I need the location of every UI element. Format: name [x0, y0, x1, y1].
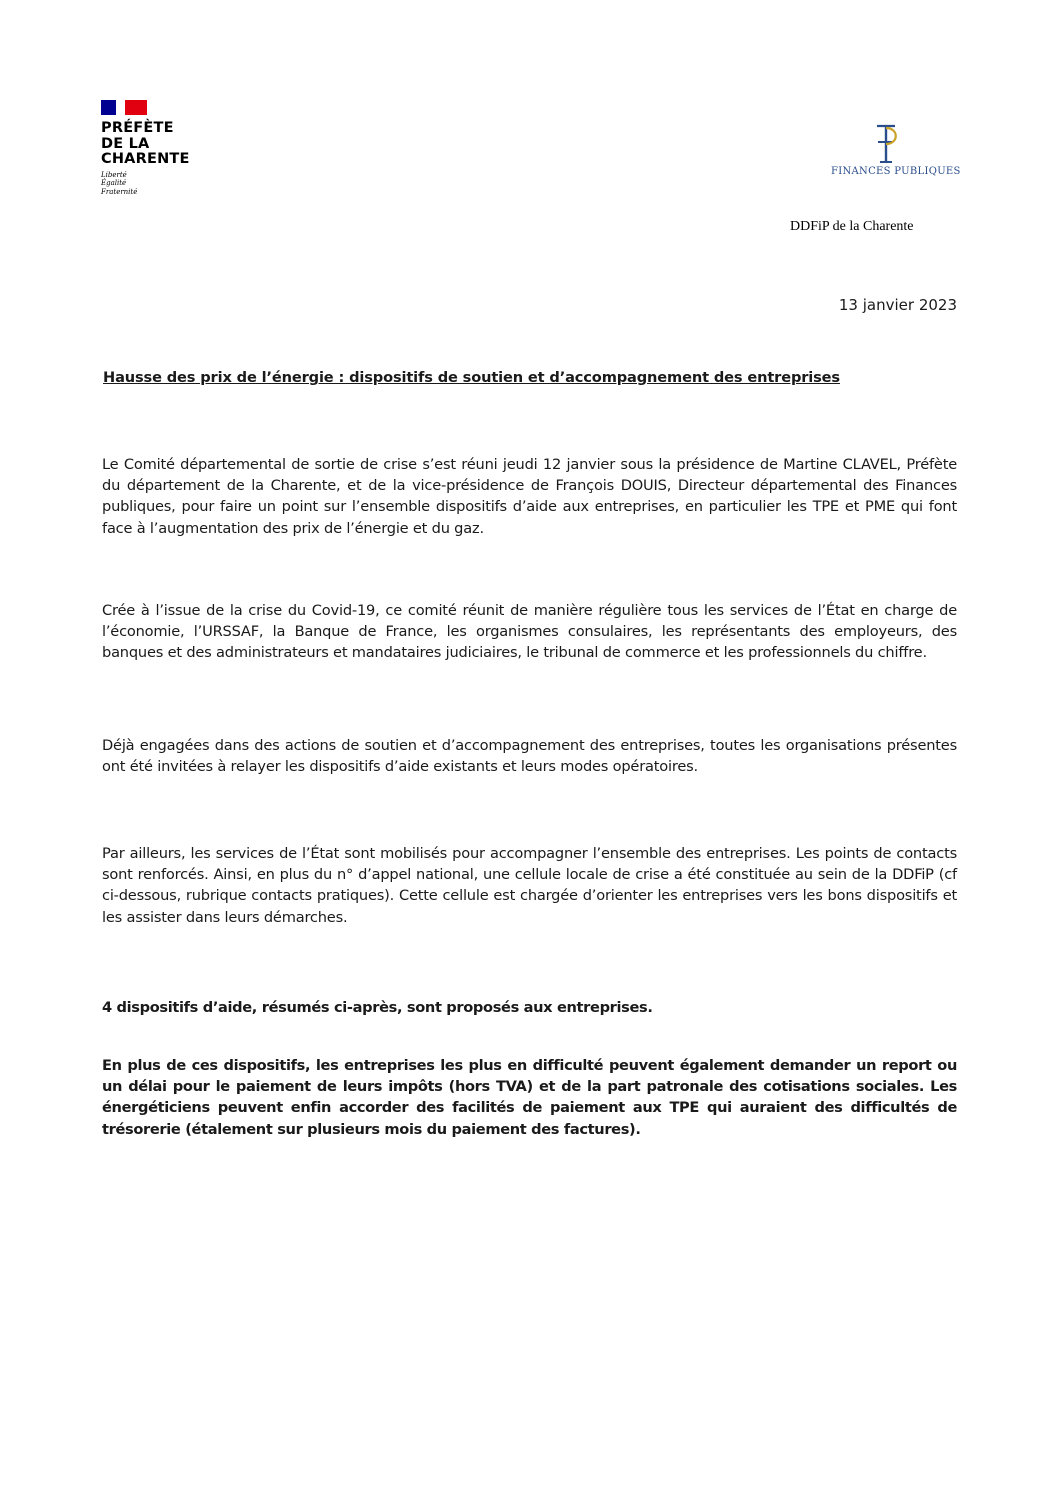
finances-publiques-monogram-icon — [869, 122, 903, 164]
finances-publiques-label: FINANCES PUBLIQUES — [831, 166, 961, 177]
paragraph-services-etat: Par ailleurs, les services de l’État sont mobilisés pour accompagner l’ensemble des entreprises. Les points de contacts sont renforcés. Ainsi, en plus du n° d’appel national, une cellule locale de crise a été constituée au sein de la DDFiP (cf ci-dessous, rubrique contacts pratiques). Cette cellule est chargée d’orienter les entreprises vers les bons dispositifs et les assister dans leurs démarches. — [102, 845, 957, 926]
paragraph-composition: Crée à l’issue de la crise du Covid-19, ce comité réunit de manière régulière tous les services de l’État en charge de l’économie, l’URSSAF, la Banque de France, les organismes consulaires, les représentants des employeurs, des banques et des administrateurs et mandataires judiciaires, le tribunal de commerce et les professionnels du chiffre. — [102, 602, 957, 662]
prefecture-logo — [101, 100, 231, 196]
finances-publiques-logo — [831, 122, 961, 177]
document-date: 13 janvier 2023 — [838, 296, 957, 314]
paragraph-dispositifs: 4 dispositifs d’aide, résumés ci-après, sont proposés aux entreprises. — [102, 999, 653, 1016]
republic-motto: Liberté Égalité Fraternité — [101, 170, 138, 196]
paragraph-report-delai: En plus de ces dispositifs, les entreprises les plus en difficulté peuvent également demander un report ou un délai pour le paiement de leurs impôts (hors TVA) et de la part patronale des cotisations sociales. Les énergéticiens peuvent enfin accorder des facilités de paiement aux TPE qui auraient des difficultés de trésorerie (étalement sur plusieurs mois du paiement des factures). — [102, 1057, 957, 1138]
french-flag-icon — [101, 100, 147, 115]
paragraph-comite: Le Comité départemental de sortie de crise s’est réuni jeudi 12 janvier sous la présidence de Martine CLAVEL, Préfète du département de la Charente, et de la vice-présidence de François DOUIS, Directeur départemental des Finances publiques, pour faire un point sur l’ensemble dispositifs d’aide aux entreprises, en particulier les TPE et PME qui font face à l’augmentation des prix de l’énergie et du gaz. — [102, 456, 957, 537]
document-title: Hausse des prix de l’énergie : dispositifs de soutien et d’accompagnement des entreprises — [103, 369, 840, 386]
service-name: DDFiP de la Charente — [790, 219, 914, 234]
prefecture-name: PRÉFÈTE DE LA CHARENTE — [101, 120, 190, 167]
paragraph-organisations: Déjà engagées dans des actions de soutien et d’accompagnement des entreprises, toutes les organisations présentes ont été invitées à relayer les dispositifs d’aide existants et leurs modes opératoires. — [102, 737, 957, 776]
